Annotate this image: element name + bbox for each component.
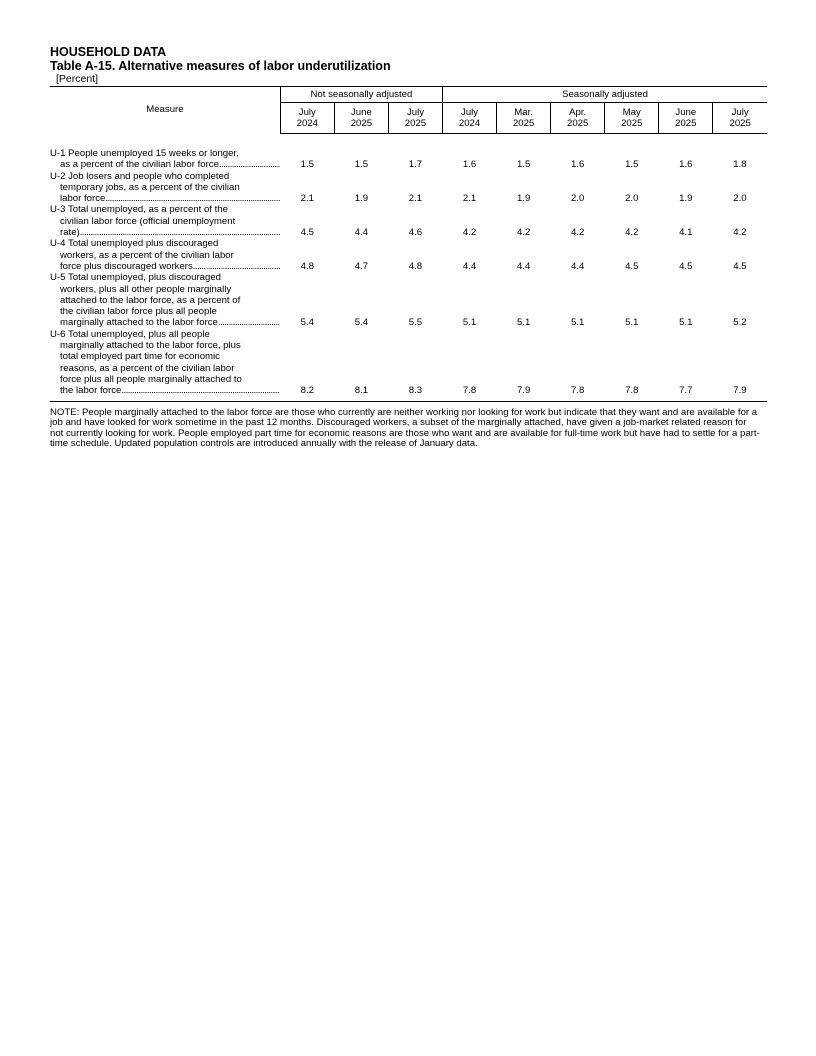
period-column-header bbox=[605, 103, 659, 134]
value-cell: 1.6 bbox=[462, 159, 477, 171]
measure-line: U-2 Job losers and people who completed bbox=[50, 170, 230, 182]
value-cell: 2.0 bbox=[571, 193, 585, 205]
measure-line: U-6 Total unemployed, plus all people bbox=[50, 328, 210, 340]
value-cell: 5.1 bbox=[516, 317, 531, 329]
value-cell: 5.1 bbox=[679, 317, 693, 329]
measure-line bbox=[50, 193, 276, 204]
value-cell: 8.2 bbox=[300, 385, 314, 397]
measure-line: U-1 People unemployed 15 weeks or longer, bbox=[50, 148, 239, 159]
value-cell: 2.1 bbox=[408, 193, 423, 205]
table-header bbox=[50, 87, 767, 134]
value-cell: 1.9 bbox=[679, 193, 693, 205]
period-column-header bbox=[280, 103, 334, 134]
spacer-cell bbox=[50, 134, 767, 149]
value-cell: 1.5 bbox=[516, 159, 531, 171]
period-month: June bbox=[350, 106, 372, 118]
measure-line: force plus all people marginally attached to bbox=[60, 373, 242, 385]
value-cell: 2.1 bbox=[300, 193, 314, 205]
value-cell: 1.9 bbox=[354, 193, 369, 205]
value-cell: 1.5 bbox=[354, 159, 369, 171]
table-note: NOTE: People marginally attached to the labor force are those who currently are neither working nor looking for work but indicate that they want and are available for a job and have looked for work sometime in the past 12 months. Discouraged workers, a subset of the marginally attached, have given a job-market related reason for not currently looking for work. People employed part time for economic reasons are those who want and are available for full-time work but have had to settle for a part-time schedule. Updated population controls are introduced annually with the release of January data. bbox=[50, 406, 760, 450]
table-row bbox=[50, 204, 767, 238]
measure-line: marginally attached to the labor force, plus bbox=[60, 340, 241, 352]
period-column-header bbox=[497, 103, 551, 134]
measure-cell bbox=[50, 148, 280, 171]
measure-line: U-5 Total unemployed, plus discouraged bbox=[50, 272, 222, 284]
value-cell: 4.8 bbox=[408, 260, 423, 272]
value-cell: 1.6 bbox=[571, 159, 585, 171]
table-row bbox=[50, 238, 767, 272]
value-cell: 4.2 bbox=[516, 227, 531, 239]
value-cell: 4.2 bbox=[462, 227, 477, 239]
header-group-row bbox=[50, 87, 767, 103]
bottom-rule-cell bbox=[50, 397, 767, 402]
dot-leader bbox=[218, 317, 280, 328]
value-cell: 8.1 bbox=[354, 385, 369, 397]
measure-line: civilian labor force (official unemployment bbox=[60, 215, 236, 227]
value-cell: 8.3 bbox=[408, 385, 423, 397]
period-month: July bbox=[731, 106, 749, 118]
value-cell: 4.5 bbox=[733, 260, 747, 272]
value-cell: 4.4 bbox=[462, 260, 477, 272]
measure-line: reasons, as a percent of the civilian labor bbox=[60, 362, 235, 374]
measure-cell bbox=[50, 272, 280, 328]
dot-leader bbox=[219, 159, 280, 170]
value-cell: 2.1 bbox=[462, 193, 477, 205]
measure-line: U-3 Total unemployed, as a percent of the bbox=[50, 204, 228, 216]
measure-label bbox=[50, 204, 280, 238]
period-column-header bbox=[713, 103, 767, 134]
measure-line bbox=[50, 227, 276, 238]
value-cell: 4.4 bbox=[571, 260, 585, 272]
measure-line bbox=[50, 317, 276, 328]
table-row bbox=[50, 148, 767, 171]
column-group-header: Not seasonally adjusted bbox=[280, 87, 442, 103]
table-body bbox=[50, 134, 767, 402]
value-cell: 4.5 bbox=[679, 260, 693, 272]
value-cell: 2.0 bbox=[625, 193, 639, 205]
measure-line-text: the labor force bbox=[60, 385, 122, 397]
value-cell: 5.2 bbox=[733, 317, 747, 329]
value-cell: 4.5 bbox=[300, 227, 314, 239]
value-cell: 4.2 bbox=[625, 227, 639, 239]
table-row bbox=[50, 171, 767, 205]
value-cell: 4.4 bbox=[516, 260, 531, 272]
period-year: 2024 bbox=[296, 118, 318, 129]
period-month: July bbox=[298, 106, 316, 118]
value-cell: 5.1 bbox=[462, 317, 477, 329]
period-column-header bbox=[551, 103, 605, 134]
measure-line-text: rate) bbox=[60, 227, 80, 239]
value-cell: 7.9 bbox=[516, 385, 531, 397]
period-year: 2025 bbox=[567, 118, 589, 129]
measure-cell bbox=[50, 171, 280, 205]
value-cell: 1.5 bbox=[625, 159, 639, 171]
value-cell: 4.5 bbox=[625, 260, 639, 272]
measure-line: workers, as a percent of the civilian labor bbox=[60, 249, 234, 261]
value-cell: 7.8 bbox=[462, 385, 477, 397]
value-cell: 7.8 bbox=[571, 385, 585, 397]
period-month: June bbox=[675, 106, 697, 118]
value-cell: 4.7 bbox=[354, 260, 369, 272]
period-month: Mar. bbox=[514, 106, 533, 118]
value-cell: 4.4 bbox=[354, 227, 369, 239]
period-column-header bbox=[388, 103, 442, 134]
period-month: Apr. bbox=[569, 106, 587, 118]
value-cell: 5.4 bbox=[300, 317, 314, 329]
table-row bbox=[50, 272, 767, 328]
value-cell: 4.2 bbox=[733, 227, 747, 239]
period-year: 2025 bbox=[512, 118, 535, 129]
value-cell: 1.7 bbox=[408, 159, 423, 171]
bottom-rule bbox=[50, 397, 767, 402]
value-cell: 7.7 bbox=[679, 385, 693, 397]
measure-line-text: labor force bbox=[60, 193, 106, 205]
measure-label bbox=[50, 148, 280, 171]
period-year: 2024 bbox=[458, 118, 481, 129]
value-cell: 4.1 bbox=[679, 227, 693, 239]
value-cell: 5.5 bbox=[408, 317, 423, 329]
data-table bbox=[50, 86, 767, 402]
value-cell: 2.0 bbox=[733, 193, 747, 205]
measure-line-text: force plus discouraged workers bbox=[60, 260, 193, 272]
period-month: May bbox=[622, 106, 641, 118]
dot-leader bbox=[80, 227, 281, 238]
value-cell: 1.6 bbox=[679, 159, 693, 171]
period-month: July bbox=[406, 106, 424, 118]
document-page bbox=[50, 45, 767, 450]
measure-label bbox=[50, 171, 280, 205]
period-year: 2025 bbox=[621, 118, 643, 129]
period-year: 2025 bbox=[350, 118, 373, 129]
period-column-header bbox=[443, 103, 497, 134]
measure-line bbox=[50, 261, 276, 272]
measure-line: workers, plus all other people marginally bbox=[60, 283, 232, 295]
measure-cell bbox=[50, 329, 280, 397]
dot-leader bbox=[121, 385, 280, 396]
measure-label bbox=[50, 238, 280, 272]
value-cell: 1.8 bbox=[733, 159, 747, 171]
measure-cell bbox=[50, 204, 280, 238]
period-column-header bbox=[334, 103, 388, 134]
value-cell: 5.1 bbox=[571, 317, 585, 329]
measure-line-text: as a percent of the civilian labor force bbox=[60, 159, 219, 171]
value-cell: 4.6 bbox=[408, 227, 423, 239]
measure-line: total employed part time for economic bbox=[60, 351, 220, 363]
measure-line: attached to the labor force, as a percent of bbox=[60, 294, 241, 306]
value-cell: 5.1 bbox=[625, 317, 639, 329]
measure-cell bbox=[50, 238, 280, 272]
value-cell: 4.2 bbox=[571, 227, 585, 239]
measure-line bbox=[50, 385, 276, 396]
period-year: 2025 bbox=[404, 118, 427, 129]
value-cell: 7.8 bbox=[625, 385, 639, 397]
value-cell: 1.9 bbox=[516, 193, 531, 205]
value-cell: 1.5 bbox=[300, 159, 314, 171]
dot-leader bbox=[193, 261, 281, 272]
period-year: 2025 bbox=[729, 118, 751, 129]
measure-line bbox=[50, 159, 276, 170]
measure-label bbox=[50, 272, 280, 328]
dot-leader bbox=[105, 193, 280, 204]
measure-line: U-4 Total unemployed plus discouraged bbox=[50, 238, 219, 250]
measure-line: temporary jobs, as a percent of the civilian bbox=[60, 181, 240, 193]
measure-line: the civilian labor force plus all people bbox=[60, 306, 217, 318]
measure-column-header: Measure bbox=[50, 87, 280, 134]
value-cell: 5.4 bbox=[354, 317, 369, 329]
table-row bbox=[50, 329, 767, 397]
value-cell: 4.8 bbox=[300, 260, 314, 272]
period-column-header bbox=[659, 103, 713, 134]
measure-line-text: marginally attached to the labor force bbox=[60, 317, 218, 329]
period-month: July bbox=[461, 106, 479, 118]
period-year: 2025 bbox=[675, 118, 697, 129]
value-cell: 7.9 bbox=[733, 385, 747, 397]
section-heading: HOUSEHOLD DATA bbox=[50, 45, 167, 59]
column-group-header: Seasonally adjusted bbox=[443, 87, 767, 103]
measure-label bbox=[50, 329, 280, 397]
unit-label: [Percent] bbox=[56, 73, 99, 85]
spacer-row bbox=[50, 134, 767, 149]
table-title: Table A-15. Alternative measures of labor underutilization bbox=[50, 59, 391, 73]
